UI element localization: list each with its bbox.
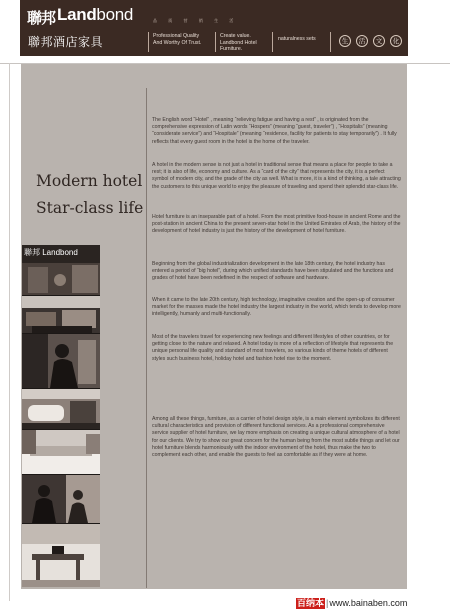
slogan-value-line: Furniture. <box>220 46 243 52</box>
photo-lounge <box>22 296 100 333</box>
photo-collage <box>22 245 100 587</box>
photo-desk-image <box>22 524 100 587</box>
logo-english-rest: bond <box>96 5 134 24</box>
article-paragraph: Among all these things, furniture, as a carrier of hotel design style, is a main element symbolizes its different cultural characteristics and provision of different functional services. As a professional comprehensive service supplier of hotel furniture, we lay more emphasis on creating a unique cultural atmosphere of a hotel for our clients. We try to show our great concern for the human being from the most subtle things and let our hotel furniture blends harmoniously with the indoor environment of the hotel, thus make the two to complement each other, and enable the guests to feel as comfortable as if they were at home. <box>152 416 400 459</box>
photo-mini-logo <box>24 247 78 258</box>
header-divider <box>148 32 149 52</box>
photo-desk <box>22 524 100 587</box>
watermark-separator: | <box>326 598 329 608</box>
article-paragraph: Hotel furniture is an inseparable part of a hotel. From the most primitive food-house in ancient Rome and the post-station in ancient China to the present seven-star hotel in the United Emirates of Arab, the history of the development of hotel industry is just the history of the development of hotel furniture. <box>152 214 401 235</box>
column-divider <box>146 88 147 588</box>
company-name-cn: 聯邦酒店家具 <box>28 35 104 49</box>
brand-header <box>20 0 408 56</box>
logo-chinese: 聯邦 <box>27 9 56 27</box>
title-line: Star-class life <box>36 199 144 217</box>
photo-couple-image <box>22 475 100 523</box>
photo-logo-tile <box>22 245 100 295</box>
slogan-value-line: Landbond Hotel <box>220 39 257 46</box>
circle-char: 文 <box>373 35 385 47</box>
slogan-naturalness: naturalness sets <box>278 36 316 42</box>
slogan-quality <box>153 33 201 46</box>
mini-logo-cn: 聯邦 <box>24 248 40 257</box>
header-divider <box>272 32 273 52</box>
header-tagline-cn: 品 质 营 销 生 活 <box>153 18 239 23</box>
photo-bathroom-image <box>22 389 100 429</box>
photo-bedroom-image <box>22 430 100 474</box>
slogan-value-line: Create value. <box>220 33 251 39</box>
circle-char: 化 <box>390 35 402 47</box>
header-divider <box>330 32 331 52</box>
article-paragraph: Beginning from the global industrialization development in the late 18th century, the hotel industry has entered a period of “big hotel”, during which unified standards have been stipulated and the functions and grades of hotel have been redefined in the respect of software and hardware. <box>152 261 394 282</box>
watermark-url: www.bainaben.com <box>329 598 408 608</box>
slogan-value <box>220 33 257 53</box>
logo-english-bold: Land <box>57 5 97 24</box>
page-edge-line <box>9 63 10 601</box>
slogan-quality-line: Professional Quality <box>153 33 200 39</box>
article-paragraph: When it came to the late 20th century, high technology, imaginative creation and the open-up of consumer market for the masses made the hotel industry the largest industry in the world, which tends to develop more intelligently, humanly and multi-functionally. <box>152 297 401 318</box>
mini-logo-en: Landbond <box>42 248 78 257</box>
watermark-logo: 百纳本 <box>297 598 325 608</box>
article-paragraph: The English word “Hotel” , meaning “relieving fatigue and having a rest” , is originated from the comprehensive expression of Latin words “Hospers” (meaning “guest, traveler”) , “Hospitalis” (meaning “considerate service”) and “Hospitale” (meaning “residence, facility for patients to stay temporarily”) . It fully reflects that every guest room in the hotel is the home of the traveler. <box>152 117 397 145</box>
watermark <box>296 598 407 609</box>
header-divider <box>215 32 216 52</box>
slogan-quality-line: And Worthy Of Trust. <box>153 39 202 46</box>
article-paragraph: Most of the travelers travel for experiencing new feelings and different lifestyles of other countries, or for getting close to the nature and relaxed. A hotel today is more of a reflection of lifestyle that represents the unique personal life quality and standard of most travelers, so various kinds of theme hotels of different styles such business hotel, holiday hotel and fashion hotel rise to the moment. <box>152 334 394 362</box>
logo-english <box>57 5 133 25</box>
article-paragraph: A hotel in the modern sense is not just a hotel in traditional sense that means a place for people to take a rest; it is also of life, economy and culture. As a “card of the city” that represents the city, it is a perfect symbol of modern city, and the grade of the city as well. What is more, it is a kind of thinking, a tale attracting the customers to this unique world to enjoy the pleasure of traveling and spend their splendid star-class life. <box>152 162 401 190</box>
photo-bedroom <box>22 430 100 474</box>
circle-char: 生 <box>339 35 351 47</box>
photo-bathroom <box>22 389 100 429</box>
photo-couple <box>22 475 100 523</box>
title-line: Modern hotel <box>36 172 143 190</box>
photo-guest <box>22 334 100 388</box>
circle-characters <box>339 35 402 47</box>
photo-guest-image <box>22 334 100 388</box>
circle-char: 活 <box>356 35 368 47</box>
photo-lounge-image <box>22 296 100 333</box>
article-title <box>36 168 143 222</box>
